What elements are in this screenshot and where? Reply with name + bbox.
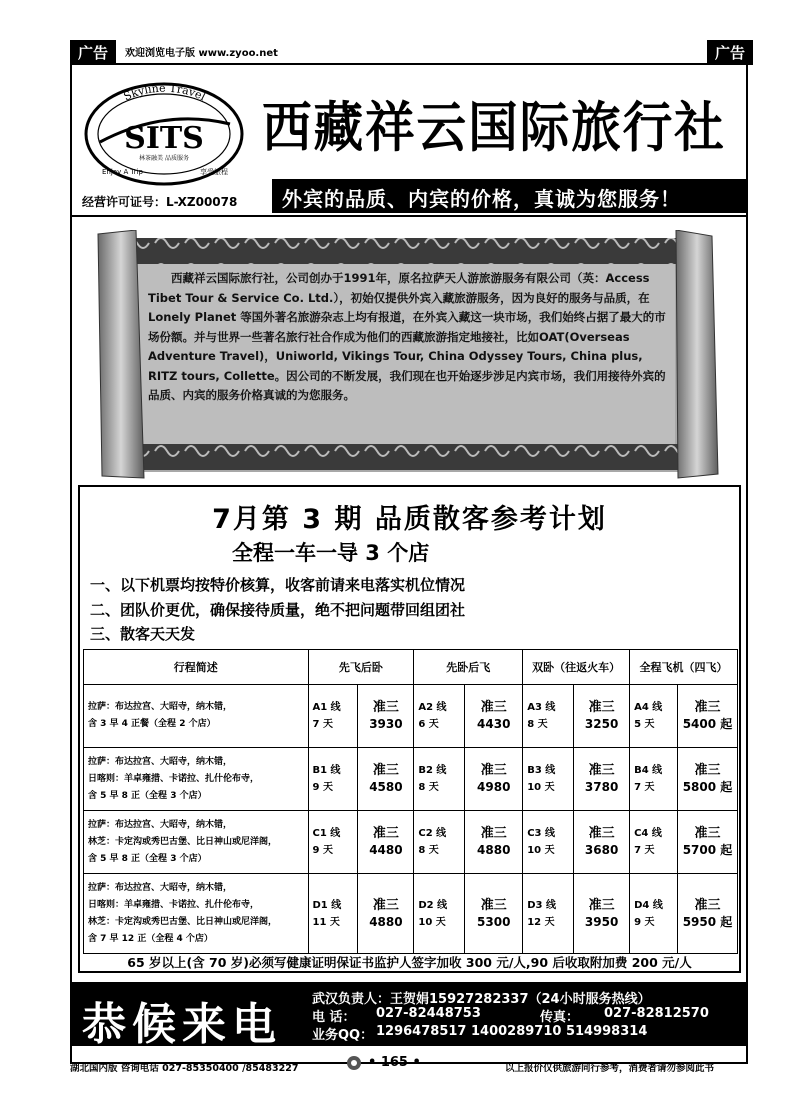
- company-intro: 西藏祥云国际旅行社，公司创办于1991年，原名拉萨天人游旅游服务有限公司（英：Access Tibet Tour & Service Co. Ltd.），初始仅提供外宾入藏旅游服务，因为良好的服务与品质，在Lonely Planet 等国外著名旅游杂志上均有报道，在外宾入藏这一块市场，我们始终占据了最大的市场份额。并与世界一些著名旅行社合作成为他们的西藏旅游指定地接社，比如OAT(Overseas Adventure Travel)，Uniworld, Vikings Tour, China Odyssey Tours, China plus, RITZ tours, Collette。因公司的不断发展，我们现在也开始逐步涉足内宾市场，我们用接待外宾的品质、内宾的服务价格真诚的为您服务。: [148, 271, 666, 402]
- price-cell: 准三 3950: [574, 874, 630, 954]
- contact-person: 武汉负责人：王贺娟15927282337（24小时服务热线）: [312, 992, 651, 1007]
- logo-arc-left: Enjoy A Trip: [102, 168, 143, 176]
- itinerary-table: [83, 649, 738, 954]
- phone-number: 027-82448753: [376, 1006, 481, 1021]
- price-cell: 准三 4980: [465, 748, 523, 811]
- slogan-text: 外宾的品质、内宾的价格，真诚为您服务！: [282, 187, 681, 211]
- line-code: D4 线 9 天: [630, 874, 678, 954]
- qq-numbers: 1296478517 1400289710 514998314: [376, 1024, 648, 1039]
- license-number: 经营许可证号：L-XZ00078: [82, 195, 238, 209]
- welcome-text: 欢迎浏览电子版 www.zyoo.net: [125, 48, 278, 59]
- line-code: A3 线 8 天: [523, 685, 574, 748]
- line-code: C1 线 9 天: [308, 811, 358, 874]
- ad-tag-left: 广告: [70, 40, 116, 65]
- line-code: B2 线 8 天: [414, 748, 465, 811]
- table-header-row: [84, 650, 738, 685]
- age-surcharge-note: 65 岁以上(含 70 岁)必须写健康证明保证书监护人签字加收 300 元/人,90 后收取附加费 200 元/人: [127, 955, 692, 970]
- page-badge-icon: [345, 1055, 363, 1071]
- line-code: C4 线 7 天: [630, 811, 678, 874]
- qq-label: 业务QQ：: [312, 1028, 374, 1043]
- plan-note: 二、团队价更优，确保接待质量，绝不把问题带回组团社: [90, 601, 466, 619]
- price-cell: 准三 5700 起: [678, 811, 738, 874]
- logo-letters: SITS: [124, 121, 204, 156]
- col-header: 全程飞机（四飞）: [630, 650, 738, 685]
- ad-tag-right: 广告: [707, 40, 753, 65]
- plan-title: 7月第 3 期 品质散客参考计划: [212, 504, 607, 535]
- price-cell: 准三 5300: [465, 874, 523, 954]
- line-code: A4 线 5 天: [630, 685, 678, 748]
- logo-arc-top: Skyline Travel: [121, 81, 208, 104]
- fax-label: 传真：: [540, 1010, 580, 1025]
- brand-title: 西藏祥云国际旅行社: [262, 95, 726, 159]
- col-header: 先卧后飞: [414, 650, 523, 685]
- plan-note: 三、散客天天发: [90, 625, 196, 643]
- price-cell: 准三 3780: [574, 748, 630, 811]
- table-row: [84, 811, 738, 874]
- table-row: [84, 685, 738, 748]
- logo-tagline: 林茶融美 品质服务: [139, 155, 189, 162]
- col-header: 行程简述: [84, 650, 309, 685]
- line-code: C2 线 8 天: [414, 811, 465, 874]
- welcome-calls-text: 恭候来电: [82, 999, 282, 1050]
- line-code: A1 线 7 天: [308, 685, 358, 748]
- line-code: B3 线 10 天: [523, 748, 574, 811]
- table-row: [84, 874, 738, 954]
- fax-number: 027-82812570: [604, 1006, 709, 1021]
- price-cell: 准三 3250: [574, 685, 630, 748]
- col-header: 双卧（往返火车）: [523, 650, 630, 685]
- route-desc: 拉萨：布达拉宫、大昭寺，纳木错， 日喀则：羊卓雍措、卡诺拉、扎什伦布寺， 含 5 早 8 正（全程 3 个店）: [84, 748, 309, 811]
- price-cell: 准三 4880: [358, 874, 414, 954]
- route-desc: 拉萨：布达拉宫、大昭寺，纳木错， 林芝：卡定沟或秀巴古堡、比日神山或尼洋阁， 含 5 早 8 正（全程 3 个店）: [84, 811, 309, 874]
- footer-left: 湖北国内版 咨询电话 027-85350400 /85483227: [70, 1063, 299, 1074]
- price-cell: 准三 3930: [358, 685, 414, 748]
- header-divider: [70, 215, 748, 217]
- svg-text:Skyline Travel: [122, 82, 208, 104]
- phone-label: 电 话：: [312, 1010, 356, 1025]
- table-row: [84, 748, 738, 811]
- line-code: B1 线 9 天: [308, 748, 358, 811]
- logo-arc-right: 享受旅程: [200, 168, 228, 176]
- price-cell: 准三 4480: [358, 811, 414, 874]
- page-number: • 165 •: [368, 1055, 421, 1070]
- line-code: B4 线 7 天: [630, 748, 678, 811]
- price-cell: 准三 4430: [465, 685, 523, 748]
- line-code: D1 线 11 天: [308, 874, 358, 954]
- route-desc: 拉萨：布达拉宫、大昭寺，纳木错， 日喀则：羊卓雍措、卡诺拉、扎什伦布寺， 林芝：卡定沟或秀巴古堡、比日神山或尼洋阁， 含 7 早 12 正（全程 4 个店）: [84, 874, 309, 954]
- price-cell: 准三 5400 起: [678, 685, 738, 748]
- footer-right: 以上报价仅供旅游同行参考，消费者请勿参阅此书: [505, 1063, 715, 1074]
- line-code: C3 线 10 天: [523, 811, 574, 874]
- price-cell: 准三 4880: [465, 811, 523, 874]
- plan-note: 一、以下机票均按特价核算，收客前请来电落实机位情况: [90, 576, 466, 594]
- price-cell: 准三 4580: [358, 748, 414, 811]
- route-desc: 拉萨：布达拉宫、大昭寺，纳木错， 含 3 早 4 正餐（全程 2 个店）: [84, 685, 309, 748]
- col-header: 先飞后卧: [308, 650, 414, 685]
- line-code: A2 线 6 天: [414, 685, 465, 748]
- sits-logo: [82, 78, 247, 186]
- price-cell: 准三 5950 起: [678, 874, 738, 954]
- plan-subtitle: 全程一车一导 3 个店: [232, 541, 430, 565]
- line-code: D3 线 12 天: [523, 874, 574, 954]
- price-cell: 准三 5800 起: [678, 748, 738, 811]
- price-cell: 准三 3680: [574, 811, 630, 874]
- line-code: D2 线 10 天: [414, 874, 465, 954]
